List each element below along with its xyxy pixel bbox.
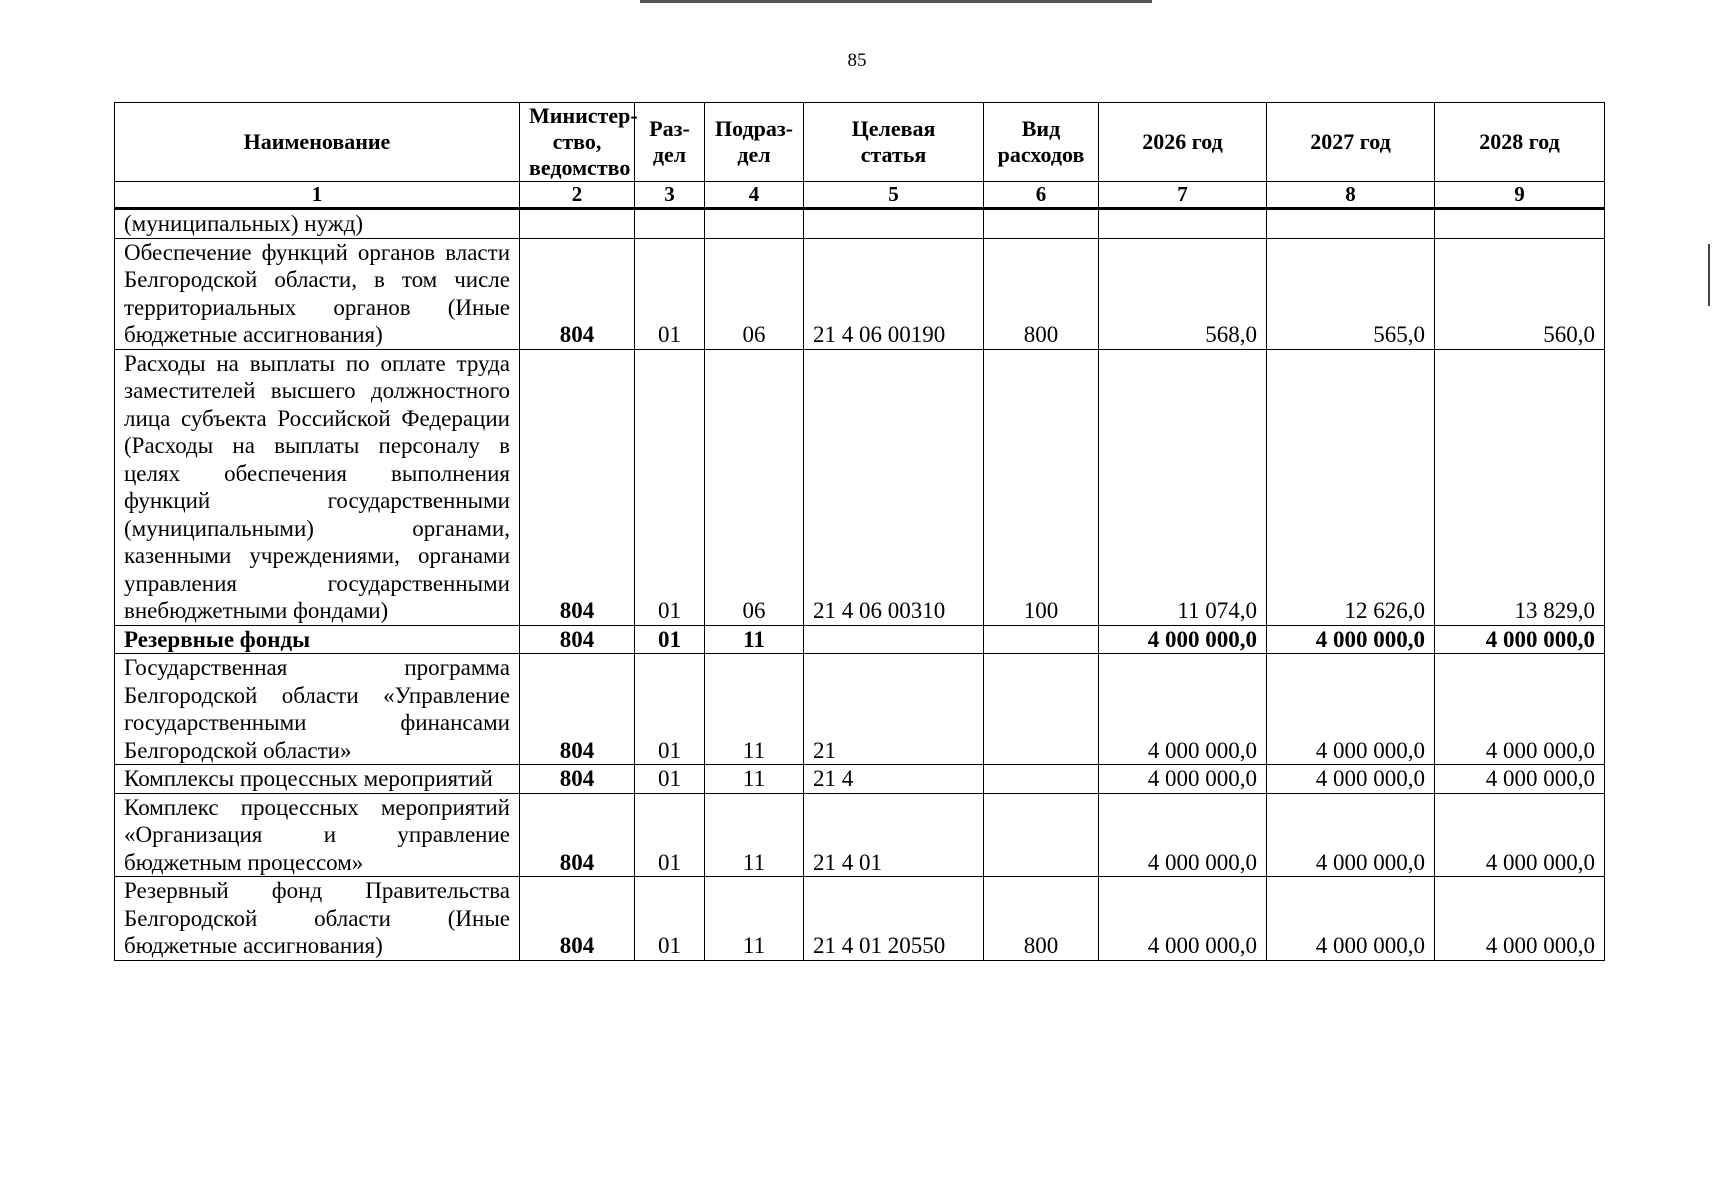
column-number: 8	[1267, 182, 1435, 209]
row-target: 21 4 06 00190	[804, 238, 984, 349]
header-target: Целевая статья	[804, 103, 984, 182]
row-section	[635, 209, 705, 239]
header-2028: 2028 год	[1435, 103, 1605, 182]
row-2026: 11 074,0	[1099, 349, 1267, 625]
budget-table	[114, 102, 1605, 961]
row-section: 01	[635, 877, 705, 961]
scan-margin-mark	[1708, 244, 1710, 284]
column-number: 7	[1099, 182, 1267, 209]
row-2026	[1099, 209, 1267, 239]
row-subsection: 06	[705, 349, 804, 625]
row-2028: 13 829,0	[1435, 349, 1605, 625]
row-2028: 4 000 000,0	[1435, 877, 1605, 961]
row-2027: 4 000 000,0	[1267, 793, 1435, 877]
scan-margin-mark	[1708, 282, 1710, 306]
header-name: Наименование	[115, 103, 520, 182]
row-kind: 800	[984, 238, 1099, 349]
row-2027: 4 000 000,0	[1267, 877, 1435, 961]
row-2027: 565,0	[1267, 238, 1435, 349]
row-ministry: 804	[520, 654, 635, 765]
column-number-row	[115, 182, 1605, 209]
row-2027: 4 000 000,0	[1267, 765, 1435, 794]
column-number: 1	[115, 182, 520, 209]
row-kind	[984, 654, 1099, 765]
table-row	[115, 238, 1605, 349]
table-row	[115, 793, 1605, 877]
page-number: 85	[847, 50, 867, 71]
table-row	[115, 765, 1605, 794]
row-ministry: 804	[520, 238, 635, 349]
row-target: 21 4 06 00310	[804, 349, 984, 625]
column-number: 6	[984, 182, 1099, 209]
row-subsection: 06	[705, 238, 804, 349]
row-section: 01	[635, 238, 705, 349]
row-ministry: 804	[520, 625, 635, 654]
row-2028: 4 000 000,0	[1435, 765, 1605, 794]
header-ministry: Министер- ство, ведомство	[520, 103, 635, 182]
row-target: 21	[804, 654, 984, 765]
row-name: Резервный фонд Правительства Белгородской области (Иные бюджетные ассигнования)	[115, 877, 520, 961]
header-section: Раз- дел	[635, 103, 705, 182]
row-2026: 4 000 000,0	[1099, 654, 1267, 765]
top-rule	[640, 0, 1152, 3]
row-2027: 4 000 000,0	[1267, 654, 1435, 765]
row-name: Обеспечение функций органов власти Белгородской области, в том числе территориальных органов (Иные бюджетные ассигнования)	[115, 238, 520, 349]
header-2027: 2027 год	[1267, 103, 1435, 182]
row-2028: 4 000 000,0	[1435, 793, 1605, 877]
row-2027: 4 000 000,0	[1267, 625, 1435, 654]
row-name: Государственная программа Белгородской области «Управление государственными финансами Белгородской области»	[115, 654, 520, 765]
column-number: 2	[520, 182, 635, 209]
row-target	[804, 209, 984, 239]
row-kind	[984, 793, 1099, 877]
row-subsection: 11	[705, 793, 804, 877]
row-2028: 4 000 000,0	[1435, 625, 1605, 654]
row-subsection: 11	[705, 625, 804, 654]
row-name: Резервные фонды	[115, 625, 520, 654]
table-row	[115, 654, 1605, 765]
row-2028: 4 000 000,0	[1435, 654, 1605, 765]
row-section: 01	[635, 793, 705, 877]
column-number: 4	[705, 182, 804, 209]
row-kind	[984, 209, 1099, 239]
row-target: 21 4 01 20550	[804, 877, 984, 961]
row-ministry: 804	[520, 349, 635, 625]
row-2026: 568,0	[1099, 238, 1267, 349]
row-subsection: 11	[705, 654, 804, 765]
table-row	[115, 349, 1605, 625]
row-section: 01	[635, 654, 705, 765]
row-kind: 800	[984, 877, 1099, 961]
row-section: 01	[635, 765, 705, 794]
table-row	[115, 625, 1605, 654]
row-ministry: 804	[520, 877, 635, 961]
row-section: 01	[635, 625, 705, 654]
row-kind	[984, 765, 1099, 794]
column-number: 5	[804, 182, 984, 209]
row-target: 21 4 01	[804, 793, 984, 877]
row-2026: 4 000 000,0	[1099, 625, 1267, 654]
row-2028	[1435, 209, 1605, 239]
row-name: Расходы на выплаты по оплате труда заместителей высшего должностного лица субъекта Российской Федерации (Расходы на выплаты персоналу в целях обеспечения выполнения функций государственными (муниципальными) органами, казенными учреждениями, органами управления государственными внебюджетными фондами)	[115, 349, 520, 625]
row-subsection: 11	[705, 877, 804, 961]
table-row	[115, 877, 1605, 961]
row-kind	[984, 625, 1099, 654]
row-name: (муниципальных) нужд)	[115, 209, 520, 239]
header-kind: Вид расходов	[984, 103, 1099, 182]
row-name: Комплекс процессных мероприятий «Организация и управление бюджетным процессом»	[115, 793, 520, 877]
row-subsection: 11	[705, 765, 804, 794]
row-subsection	[705, 209, 804, 239]
row-ministry: 804	[520, 765, 635, 794]
header-subsection: Подраз- дел	[705, 103, 804, 182]
table-row	[115, 209, 1605, 239]
row-ministry: 804	[520, 793, 635, 877]
row-2026: 4 000 000,0	[1099, 877, 1267, 961]
row-kind: 100	[984, 349, 1099, 625]
row-ministry	[520, 209, 635, 239]
row-section: 01	[635, 349, 705, 625]
header-2026: 2026 год	[1099, 103, 1267, 182]
row-2026: 4 000 000,0	[1099, 765, 1267, 794]
column-number: 9	[1435, 182, 1605, 209]
row-target	[804, 625, 984, 654]
row-target: 21 4	[804, 765, 984, 794]
header-row	[115, 103, 1605, 182]
row-2028: 560,0	[1435, 238, 1605, 349]
row-name: Комплексы процессных мероприятий	[115, 765, 520, 794]
row-2026: 4 000 000,0	[1099, 793, 1267, 877]
row-2027: 12 626,0	[1267, 349, 1435, 625]
row-2027	[1267, 209, 1435, 239]
column-number: 3	[635, 182, 705, 209]
